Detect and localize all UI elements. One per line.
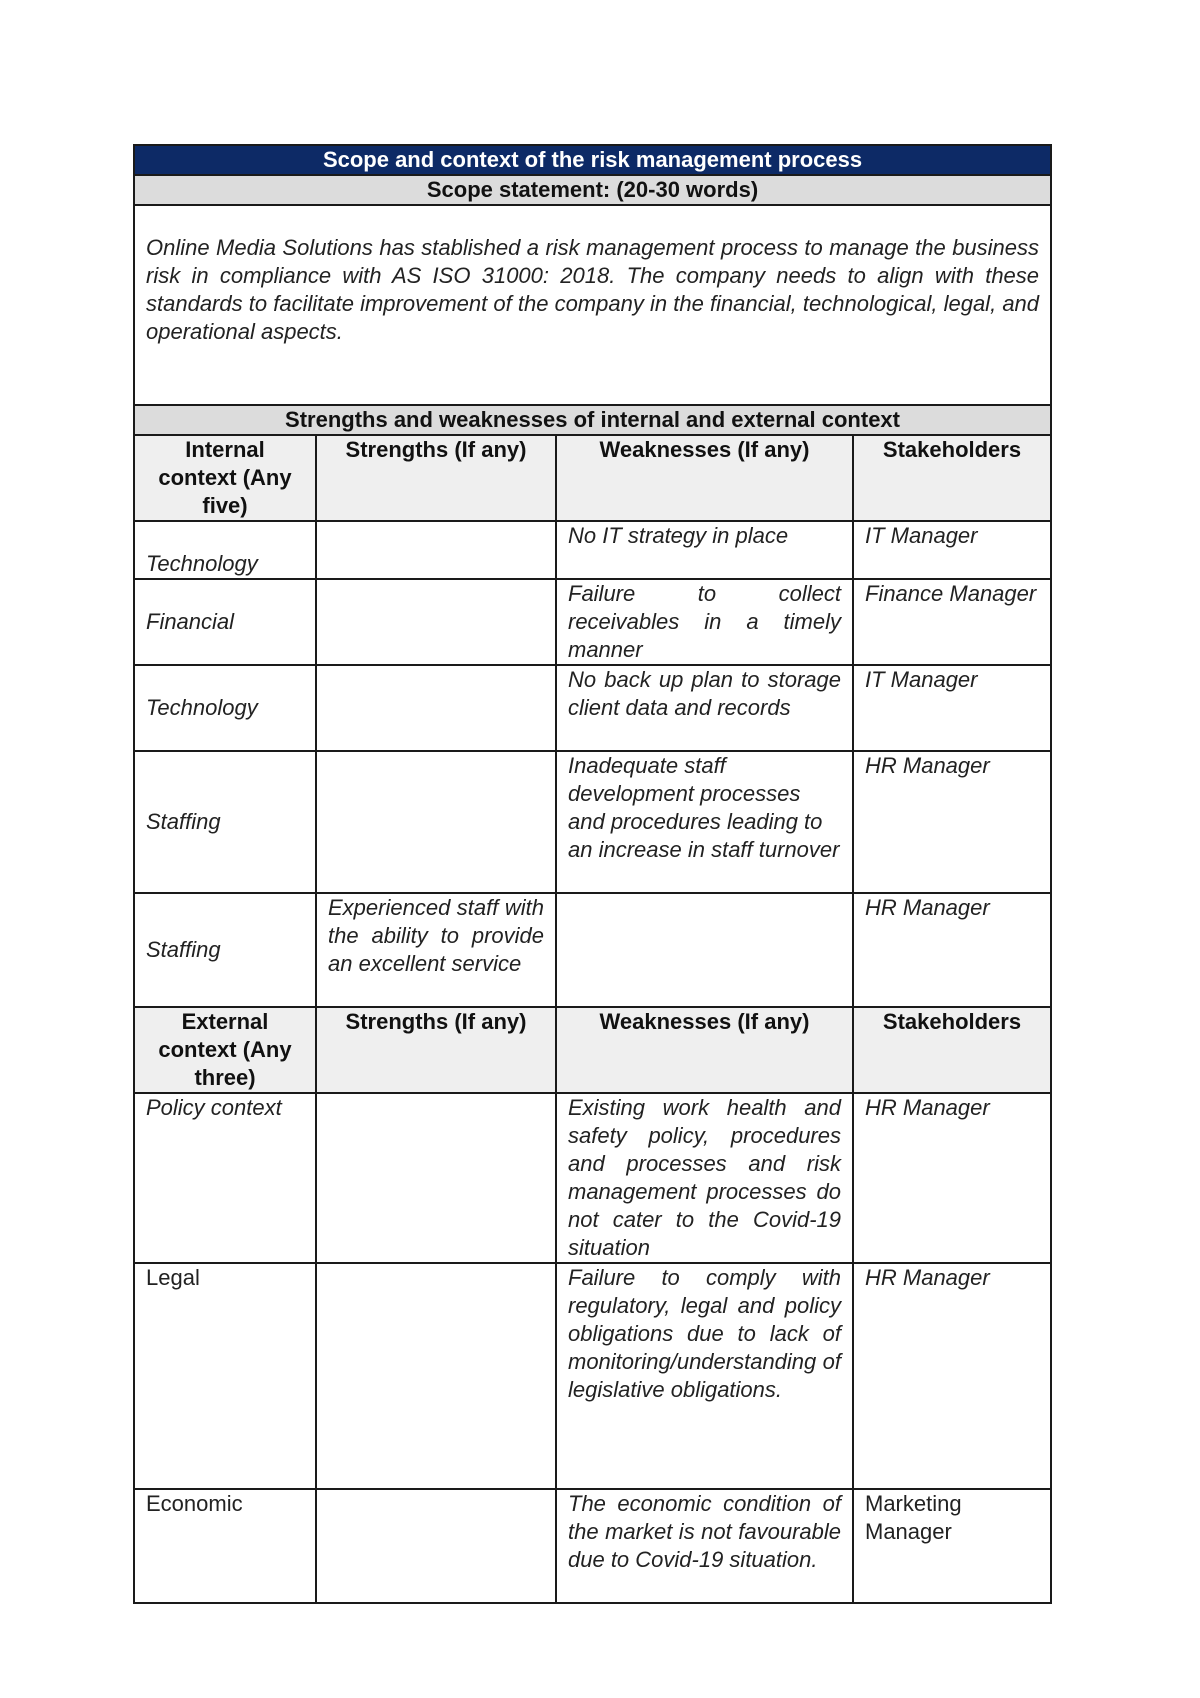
strengths-cell bbox=[316, 1263, 556, 1489]
table-title: Scope and context of the risk management process bbox=[134, 145, 1051, 175]
weaknesses-cell: The economic condition of the market is not favourable due to Covid-19 situation. bbox=[556, 1489, 853, 1603]
weaknesses-cell bbox=[556, 893, 853, 1007]
stakeholders-cell: HR Manager bbox=[853, 893, 1051, 1007]
internal-context-header: Internal context (Any five) bbox=[134, 435, 316, 521]
stakeholders-cell: Finance Manager bbox=[853, 579, 1051, 665]
strengths-cell bbox=[316, 521, 556, 579]
stakeholders-cell: HR Manager bbox=[853, 751, 1051, 893]
table-row bbox=[134, 1489, 1051, 1603]
context-heading: Strengths and weaknesses of internal and external context bbox=[134, 405, 1051, 435]
context-cell: Policy context bbox=[134, 1093, 316, 1263]
table-row bbox=[134, 521, 1051, 579]
weaknesses-cell: No IT strategy in place bbox=[556, 521, 853, 579]
context-cell: Financial bbox=[134, 579, 316, 665]
risk-context-table bbox=[133, 144, 1052, 1604]
stakeholders-cell: IT Manager bbox=[853, 521, 1051, 579]
table-row bbox=[134, 1093, 1051, 1263]
table-row bbox=[134, 751, 1051, 893]
internal-header-row bbox=[134, 435, 1051, 521]
table-row bbox=[134, 665, 1051, 751]
stakeholders-cell: HR Manager bbox=[853, 1093, 1051, 1263]
external-stakeholders-header: Stakeholders bbox=[853, 1007, 1051, 1093]
scope-heading: Scope statement: (20-30 words) bbox=[134, 175, 1051, 205]
context-cell: Technology bbox=[134, 521, 316, 579]
internal-stakeholders-header: Stakeholders bbox=[853, 435, 1051, 521]
weaknesses-cell: No back up plan to storage client data and records bbox=[556, 665, 853, 751]
strengths-cell bbox=[316, 1093, 556, 1263]
external-context-header: External context (Any three) bbox=[134, 1007, 316, 1093]
strengths-cell bbox=[316, 579, 556, 665]
strengths-cell bbox=[316, 1489, 556, 1603]
external-header-row bbox=[134, 1007, 1051, 1093]
context-cell: Legal bbox=[134, 1263, 316, 1489]
table-row bbox=[134, 1263, 1051, 1489]
table-row bbox=[134, 893, 1051, 1007]
weaknesses-cell: Existing work health and safety policy, procedures and processes and risk management processes do not cater to the Covid-19 situation bbox=[556, 1093, 853, 1263]
context-cell: Economic bbox=[134, 1489, 316, 1603]
context-cell: Technology bbox=[134, 665, 316, 751]
weaknesses-cell: Inadequate staff development processes and procedures leading to an increase in staff turnover bbox=[556, 751, 853, 893]
stakeholders-cell: Marketing Manager bbox=[853, 1489, 1051, 1603]
strengths-cell bbox=[316, 665, 556, 751]
strengths-cell: Experienced staff with the ability to provide an excellent service bbox=[316, 893, 556, 1007]
stakeholders-cell: HR Manager bbox=[853, 1263, 1051, 1489]
context-cell: Staffing bbox=[134, 893, 316, 1007]
strengths-cell bbox=[316, 751, 556, 893]
scope-statement: Online Media Solutions has stablished a risk management process to manage the business risk in compliance with AS ISO 31000: 2018. The company needs to align with these standards to facilitate improvement of the company in the financial, technological, legal, and operational aspects. bbox=[134, 205, 1051, 405]
weaknesses-cell: Failure to comply with regulatory, legal and policy obligations due to lack of monitoring/understanding of legislative obligations. bbox=[556, 1263, 853, 1489]
internal-weaknesses-header: Weaknesses (If any) bbox=[556, 435, 853, 521]
weaknesses-cell: Failure to collect receivables in a timely manner bbox=[556, 579, 853, 665]
stakeholders-cell: IT Manager bbox=[853, 665, 1051, 751]
internal-strengths-header: Strengths (If any) bbox=[316, 435, 556, 521]
external-weaknesses-header: Weaknesses (If any) bbox=[556, 1007, 853, 1093]
table-row bbox=[134, 579, 1051, 665]
external-strengths-header: Strengths (If any) bbox=[316, 1007, 556, 1093]
context-cell: Staffing bbox=[134, 751, 316, 893]
